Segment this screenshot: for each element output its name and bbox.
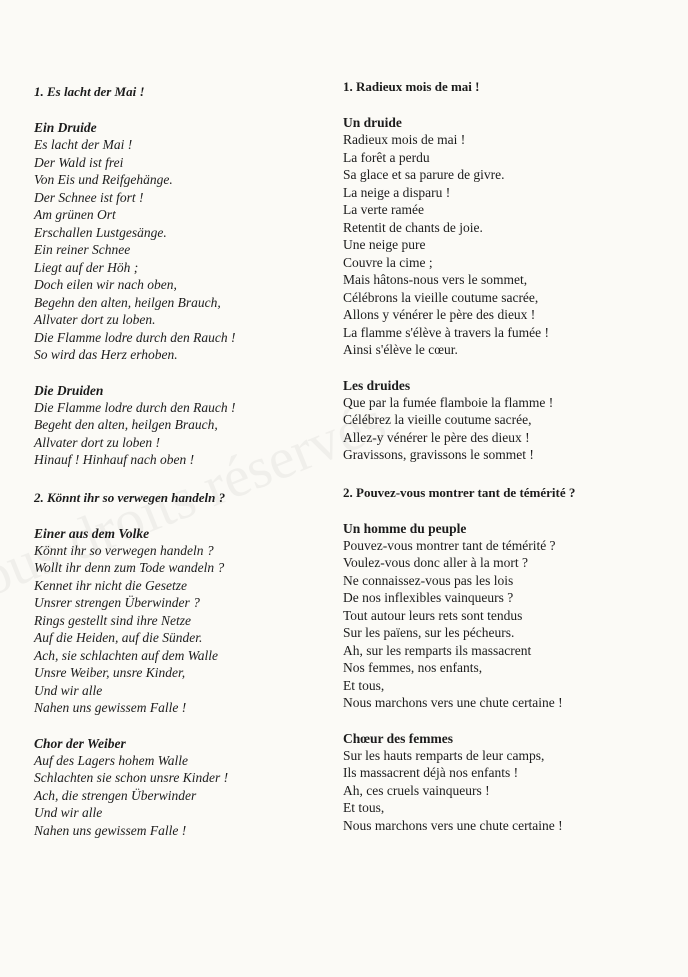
verse-line: Pouvez-vous montrer tant de témérité ? [343, 537, 556, 553]
verse-block [34, 526, 334, 717]
verse-line: Der Wald ist frei [34, 154, 124, 170]
speaker-name: Les druides [343, 377, 411, 393]
verse-line: Allvater dort zu loben. [34, 312, 156, 327]
verse-line: Begehn den alten, heilgen Brauch, [34, 294, 221, 310]
verse-line: Nahen uns gewissem Falle ! [34, 700, 187, 715]
verse-line: Die Flamme lodre durch den Rauch ! [34, 329, 236, 345]
verse-block [34, 383, 334, 469]
verse-line: Auf des Lagers hohem Walle [34, 752, 188, 768]
verse-line: Ein reiner Schnee [34, 242, 131, 257]
verse-line: La verte ramée [343, 202, 424, 217]
verse-line: Unsrer strengen Überwinder ? [34, 595, 200, 610]
speaker-name: Chœur des femmes [343, 730, 453, 746]
verse-block [343, 378, 643, 464]
section-title: 2. Pouvez-vous montrer tant de témérité ? [343, 484, 576, 500]
verse-line: Könnt ihr so verwegen handeln ? [34, 542, 214, 558]
verse-line: La flamme s'élève à travers la fumée ! [343, 324, 549, 340]
verse-line: Der Schnee ist fort ! [34, 189, 144, 205]
speaker-name: Un druide [343, 115, 402, 130]
verse-line: Que par la fumée flamboie la flamme ! [343, 394, 554, 410]
section-title: 1. Radieux mois de mai ! [343, 79, 480, 94]
verse-line: Ah, sur les remparts ils massacrent [343, 642, 532, 658]
verse-line: Retentit de chants de joie. [343, 219, 483, 235]
verse-line: Allons y vénérer le père des dieux ! [343, 307, 536, 322]
verse-line: Auf die Heiden, auf die Sünder. [34, 630, 203, 645]
verse-line: Sur les hauts remparts de leur camps, [343, 747, 545, 763]
verse-line: Schlachten sie schon unsre Kinder ! [34, 770, 229, 785]
verse-line: Von Eis und Reifgehänge. [34, 172, 173, 187]
verse-line: Und wir alle [34, 682, 103, 698]
verse-line: Et tous, [343, 677, 385, 693]
verse-line: Allez-y vénérer le père des dieux ! [343, 429, 530, 445]
verse-line: Hinauf ! Hinhauf nach oben ! [34, 452, 195, 467]
verse-line: Ils massacrent déjà nos enfants ! [343, 765, 519, 780]
verse-line: Wollt ihr denn zum Tode wandeln ? [34, 560, 225, 575]
speaker-name: Die Druiden [34, 382, 104, 398]
german-column [34, 82, 334, 858]
verse-line: Et tous, [343, 800, 385, 815]
verse-line: Nous marchons vers une chute certaine ! [343, 817, 563, 833]
verse-line: Couvre la cime ; [343, 254, 433, 270]
speaker-name: Un homme du peuple [343, 520, 467, 536]
speaker-name: Chor der Weiber [34, 735, 126, 751]
verse-line: Am grünen Ort [34, 207, 116, 222]
verse-block [343, 521, 643, 712]
section-title: 2. Könnt ihr so verwegen handeln ? [34, 489, 226, 505]
section-title: 1. Es lacht der Mai ! [34, 84, 145, 99]
verse-line: Liegt auf der Höh ; [34, 259, 139, 275]
verse-line: Ah, ces cruels vainqueurs ! [343, 782, 490, 798]
speaker-name: Einer aus dem Volke [34, 525, 150, 541]
verse-block [343, 731, 643, 835]
french-column [343, 77, 643, 853]
verse-line: Ainsi s'élève le cœur. [343, 342, 458, 357]
verse-line: Unsre Weiber, unsre Kinder, [34, 665, 186, 680]
verse-line: Nos femmes, nos enfants, [343, 660, 483, 675]
verse-line: Mais hâtons-nous vers le sommet, [343, 272, 528, 287]
verse-line: Nous marchons vers une chute certaine ! [343, 695, 563, 710]
verse-line: Célébrez la vieille coutume sacrée, [343, 412, 532, 427]
verse-line: Doch eilen wir nach oben, [34, 277, 177, 292]
verse-line: Es lacht der Mai ! [34, 137, 133, 152]
verse-line: La neige a disparu ! [343, 184, 451, 200]
verse-line: Allvater dort zu loben ! [34, 434, 160, 450]
verse-line: Une neige pure [343, 237, 426, 252]
verse-line: Rings gestellt sind ihre Netze [34, 612, 191, 628]
verse-line: Ne connaissez-vous pas les lois [343, 572, 514, 588]
verse-line: Gravissons, gravissons le sommet ! [343, 447, 534, 462]
verse-line: Die Flamme lodre durch den Rauch ! [34, 399, 236, 415]
verse-line: Und wir alle [34, 805, 103, 820]
verse-line: Ach, die strengen Überwinder [34, 787, 197, 803]
verse-line: La forêt a perdu [343, 149, 430, 165]
verse-line: Kennet ihr nicht die Gesetze [34, 577, 187, 593]
verse-line: So wird das Herz erhoben. [34, 347, 178, 362]
verse-line: Voulez-vous donc aller à la mort ? [343, 555, 528, 570]
verse-line: Sur les païens, sur les pécheurs. [343, 625, 515, 640]
verse-line: Begeht den alten, heilgen Brauch, [34, 417, 218, 432]
verse-line: Nahen uns gewissem Falle ! [34, 822, 187, 838]
verse-block [34, 120, 334, 364]
verse-line: De nos inflexibles vainqueurs ? [343, 590, 514, 605]
verse-line: Radieux mois de mai ! [343, 132, 466, 147]
verse-block [343, 115, 643, 359]
verse-block [34, 736, 334, 840]
verse-line: Ach, sie schlachten auf dem Walle [34, 647, 218, 663]
speaker-name: Ein Druide [34, 120, 97, 135]
verse-line: Tout autour leurs rets sont tendus [343, 607, 523, 623]
verse-line: Sa glace et sa parure de givre. [343, 167, 505, 182]
verse-line: Célébrons la vieille coutume sacrée, [343, 289, 539, 305]
verse-line: Erschallen Lustgesänge. [34, 224, 167, 240]
